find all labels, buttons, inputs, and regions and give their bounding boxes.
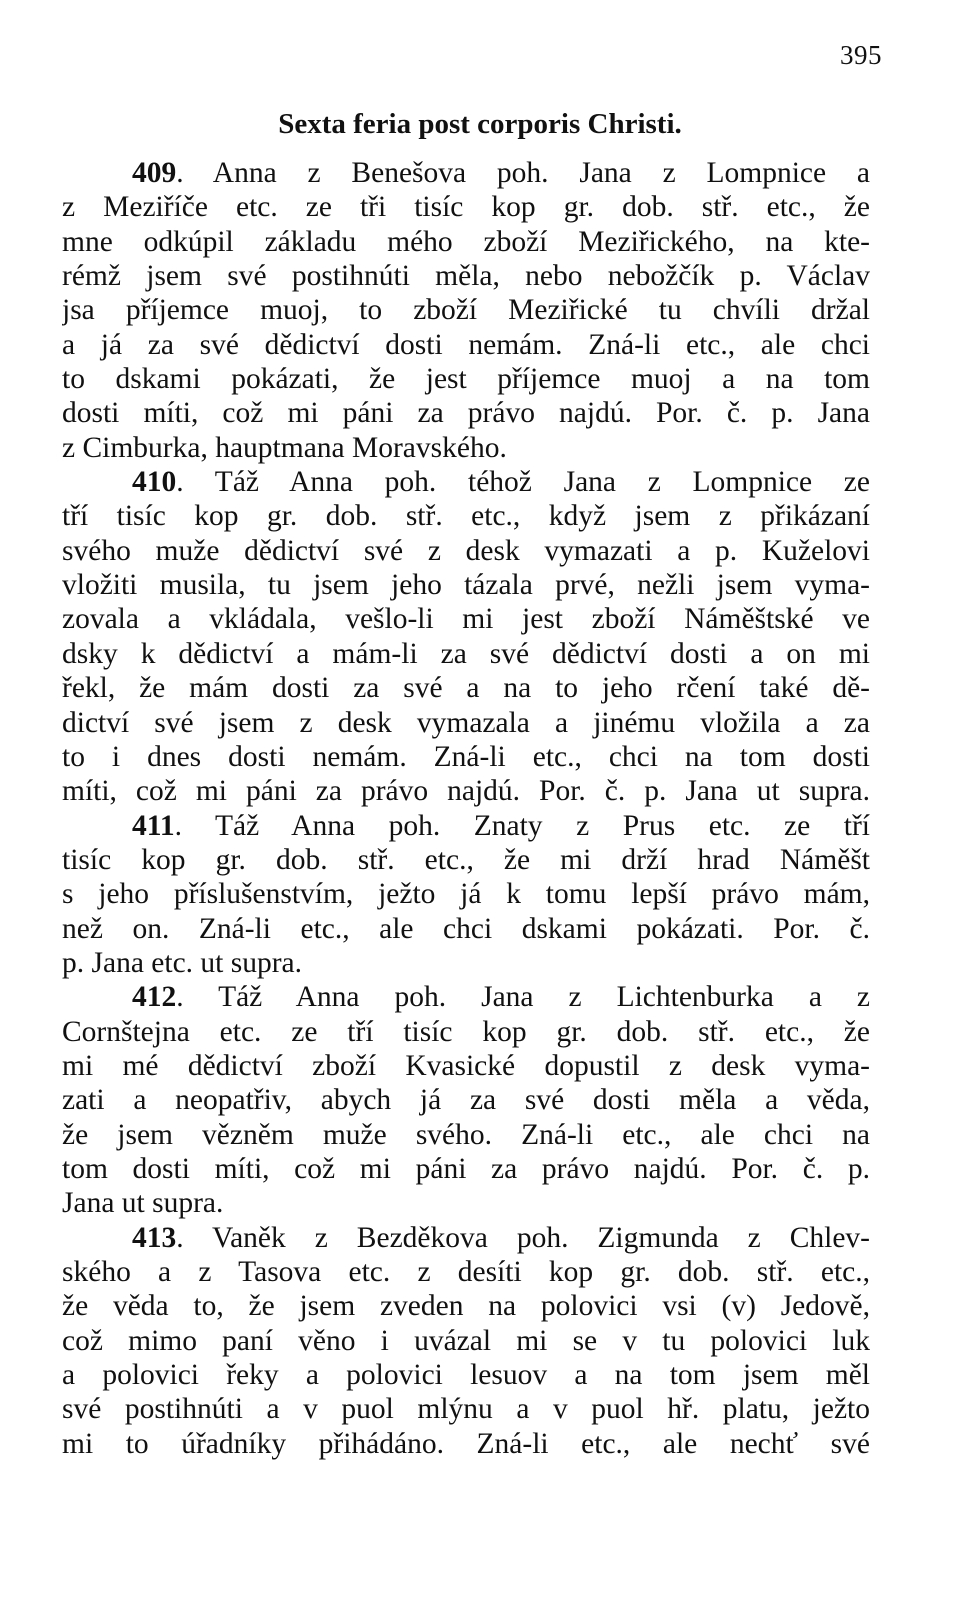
text-line — [62, 156, 870, 190]
text-line: z Meziříče etc. ze tři tisíc kop gr. dob. stř. etc., že — [62, 191, 870, 224]
text-line: míti, což mi páni za právo najdú. Por. č. p. Jana ut supra. — [62, 775, 870, 808]
text-line: vložiti musila, tu jsem jeho tázala prvé, nežli jsem vyma- — [62, 569, 870, 602]
entry-number: 413 — [132, 1221, 177, 1254]
text-line: Cornštejna etc. ze tří tisíc kop gr. dob. stř. etc., že — [62, 1015, 870, 1048]
entry-number: 410 — [132, 466, 177, 499]
text-line: dictví své jsem z desk vymazala a jinému vložila a za — [62, 706, 870, 739]
text-line: dsky k dědictví a mám-li za své dědictví dosti a on mi — [62, 637, 870, 670]
text-line: mi mé dědictví zboží Kvasické dopustil z desk vyma- — [62, 1049, 870, 1082]
text-line: p. Jana etc. ut supra. — [62, 946, 303, 979]
text-line: to dskami pokázati, že jest příjemce muoj a na tom — [62, 363, 870, 396]
text-line: dosti míti, což mi páni za právo najdú. Por. č. p. Jana — [62, 397, 870, 430]
text-line: tom dosti míti, což mi páni za právo najdú. Por. č. p. — [62, 1152, 870, 1185]
body-text — [62, 156, 870, 1461]
line-text: . Vaněk z Bezděkova poh. Zigmunda z Chlev- — [176, 1221, 870, 1254]
text-line: to i dnes dosti nemám. Zná-li etc., chci na tom dosti — [62, 740, 870, 773]
text-line: zati a neopatřiv, abych já za své dosti měla a věda, — [62, 1084, 870, 1117]
text-line: tří tisíc kop gr. dob. stř. etc., když jsem z přikázaní — [62, 500, 870, 533]
section-heading: Sexta feria post corporis Christi. — [278, 108, 682, 140]
text-line: že jsem vězněm muže svého. Zná-li etc., ale chci na — [62, 1118, 870, 1151]
line-text: . Táž Anna poh. Znaty z Prus etc. ze tří — [174, 809, 870, 842]
text-line: že věda to, že jsem zveden na polovici vsi (v) Jedově, — [62, 1290, 870, 1323]
text-line — [62, 980, 870, 1014]
text-line: ského a z Tasova etc. z desíti kop gr. dob. stř. etc., — [62, 1256, 870, 1288]
text-line: rémž jsem své postihnúti měla, nebo nebožčík p. Václav — [62, 260, 870, 293]
text-line: tisíc kop gr. dob. stř. etc., že mi drží hrad Náměšt — [62, 843, 870, 876]
line-text: . Táž Anna poh. Jana z Lichtenburka a z — [176, 981, 870, 1014]
text-line: a já za své dědictví dosti nemám. Zná-li etc., ale chci — [62, 328, 870, 361]
text-line — [62, 465, 870, 499]
text-line: jsa příjemce muoj, to zboží Meziřické tu chvíli držal — [62, 294, 870, 327]
text-line: a polovici řeky a polovici lesuov a na tom jsem měl — [62, 1359, 870, 1392]
entry-number: 411 — [132, 809, 175, 842]
text-line: s jeho příslušenstvím, ježto já k tomu lepší právo mám, — [62, 878, 870, 911]
line-text: . Anna z Benešova poh. Jana z Lompnice a — [176, 157, 870, 189]
text-line: své postihnúti a v puol mlýnu a v puol hř. platu, ježto — [62, 1393, 870, 1426]
entry-number: 412 — [132, 981, 177, 1014]
text-line: mne odkúpil základu mého zboží Meziřického, na kte- — [62, 225, 870, 258]
text-line: mi to úřadníky přihádáno. Zná-li etc., ale nechť své — [62, 1427, 870, 1460]
text-line: než on. Zná-li etc., ale chci dskami pokázati. Por. č. — [62, 912, 870, 945]
text-line: řekl, že mám dosti za své a na to jeho rčení také dě- — [62, 672, 870, 705]
text-line — [62, 809, 870, 843]
page-number: 395 — [840, 40, 882, 70]
text-line — [62, 1221, 870, 1255]
entry-number: 409 — [132, 157, 177, 189]
line-text: . Táž Anna poh. téhož Jana z Lompnice ze — [176, 466, 870, 499]
text-line: zovala a vkládala, vešlo-li mi jest zboží Náměštské ve — [62, 603, 870, 636]
text-line: z Cimburka, hauptmana Moravského. — [62, 431, 507, 464]
text-line: což mimo paní věno i uvázal mi se v tu polovici luk — [62, 1324, 870, 1357]
text-line: Jana ut supra. — [62, 1187, 224, 1220]
text-line: svého muže dědictví své z desk vymazati a p. Kuželovi — [62, 534, 870, 567]
